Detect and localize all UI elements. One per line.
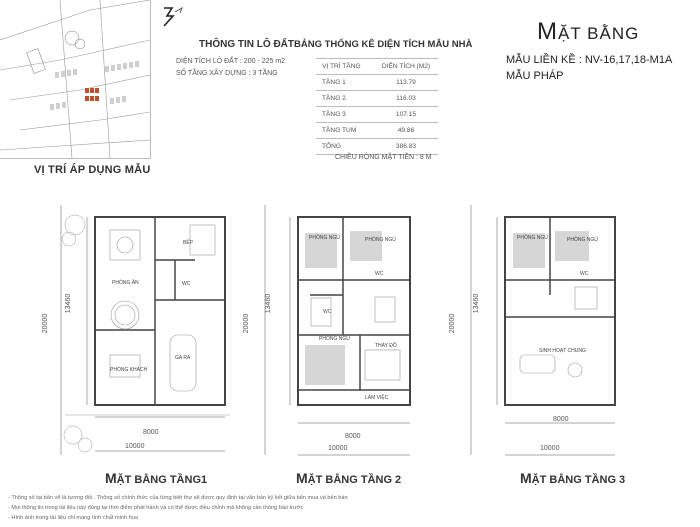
row-name: TẦNG TUM: [316, 123, 374, 139]
room-label: PHÒNG NGỦ: [365, 237, 396, 243]
room-label: LÀM VIỆC: [365, 395, 389, 401]
row-value: 49.86: [374, 123, 438, 139]
lot-info-title: THÔNG TIN LÔ ĐẤT: [199, 39, 294, 50]
site-map-drawing: [0, 0, 150, 158]
model-code: MẪU LIỀN KỀ : NV-16,17,18-M1A: [506, 54, 673, 66]
floor-plan-2-drawing: [255, 205, 415, 465]
room-label: WC: [323, 309, 332, 315]
floor-plan-3-drawing: [455, 205, 620, 465]
floor-plan-1: [42, 205, 240, 465]
disclaimer-note: - Mọi thông tin trong tài liệu này đúng tại thời điểm phát hành và có thể được điều chỉnh mà không cần thông báo trước: [8, 505, 304, 511]
row-name: TẦNG 3: [316, 107, 374, 123]
row-value: 107.15: [374, 107, 438, 123]
room-label: PHÒNG ĂN: [112, 280, 139, 286]
plan-title-rest: ẶT BẰNG TẦNG 2: [307, 474, 402, 486]
area-stats-table: [316, 58, 438, 155]
room-label: WC: [182, 281, 191, 287]
row-name: TỔNG: [316, 139, 374, 155]
page-title-rest: ẶT BẰNG: [558, 24, 640, 43]
floor-count: SỐ TẦNG XÂY DỰNG : 3 TẦNG: [176, 70, 278, 77]
col-header-area: DIỆN TÍCH (M2): [374, 59, 438, 75]
row-value: 116.03: [374, 91, 438, 107]
width-inner: 8000: [345, 433, 361, 440]
row-value: 113.79: [374, 75, 438, 91]
plan-title-rest: ẶT BẰNG TẦNG1: [116, 474, 208, 486]
depth-outer: 20000: [243, 313, 251, 334]
table-row: [316, 75, 438, 91]
table-row: [316, 123, 438, 139]
width-outer: 10000: [328, 445, 348, 452]
width-outer: 10000: [540, 445, 560, 452]
plan-title-1: [105, 470, 207, 486]
width-outer: 10000: [125, 443, 145, 450]
depth-outer: 20000: [42, 313, 50, 334]
stats-title: BẢNG THỐNG KÊ DIỆN TÍCH MẪU NHÀ: [294, 39, 473, 50]
page-title-cap: M: [537, 18, 558, 45]
room-label: WC: [375, 271, 384, 277]
frontage-width: CHIỀU RỘNG MẶT TIỀN : 8 M: [335, 154, 432, 161]
table-row: [316, 91, 438, 107]
room-label: PHÒNG KHÁCH: [110, 367, 148, 373]
plan-title-cap: M: [520, 470, 532, 486]
room-label: WC: [580, 271, 589, 277]
plan-title-2: [296, 470, 401, 486]
floor-plan-2: [243, 205, 415, 465]
site-caption: VỊ TRÍ ÁP DỤNG MẪU: [34, 164, 151, 176]
width-inner: 8000: [553, 416, 569, 423]
room-label: SINH HOẠT CHUNG: [539, 348, 586, 354]
room-label: PHÒNG NGỦ: [319, 336, 350, 342]
row-value: 386.83: [374, 139, 438, 155]
depth-inner: 13460: [65, 293, 73, 314]
site-location-map: [0, 0, 151, 159]
room-label: PHÒNG NGỦ: [567, 237, 598, 243]
room-label: PHÒNG NGỦ: [517, 235, 548, 241]
plan-title-cap: M: [105, 470, 117, 486]
plan-title-rest: ẶT BẰNG TẦNG 3: [531, 474, 626, 486]
table-header-row: [316, 59, 438, 75]
floor-plan-1-drawing: [55, 205, 240, 465]
floor-plan-3: [449, 205, 620, 465]
room-label: GA RA: [175, 355, 191, 361]
col-header-position: VỊ TRÍ TẦNG: [316, 59, 374, 75]
disclaimer-note: - Hình ảnh trong tài liệu chỉ mang tính chất minh họa: [8, 515, 138, 521]
page-title: [537, 18, 639, 46]
depth-inner: 13460: [265, 293, 273, 314]
depth-outer: 20000: [449, 313, 457, 334]
plan-title-cap: M: [296, 470, 308, 486]
brand-logo: [158, 4, 188, 30]
lot-area: DIỆN TÍCH LÔ ĐẤT : 200 - 225 m2: [176, 58, 286, 65]
row-name: TẦNG 1: [316, 75, 374, 91]
room-label: BẾP: [183, 240, 194, 246]
disclaimer-note: - Thông số tại bản vẽ là tương đối . Thông số chính thức của từng biệt thự sẽ được quy định tại văn bản ký kết giữa bên mua và bên bán: [8, 495, 348, 501]
depth-inner: 13460: [473, 293, 481, 314]
row-name: TẦNG 2: [316, 91, 374, 107]
table-row: [316, 107, 438, 123]
plan-title-3: [520, 470, 625, 486]
table-row: [316, 139, 438, 155]
room-label: THAY ĐỒ: [375, 343, 397, 349]
architecture-style: MẪU PHÁP: [506, 70, 564, 82]
width-inner: 8000: [143, 429, 159, 436]
room-label: PHÒNG NGỦ: [309, 235, 340, 241]
